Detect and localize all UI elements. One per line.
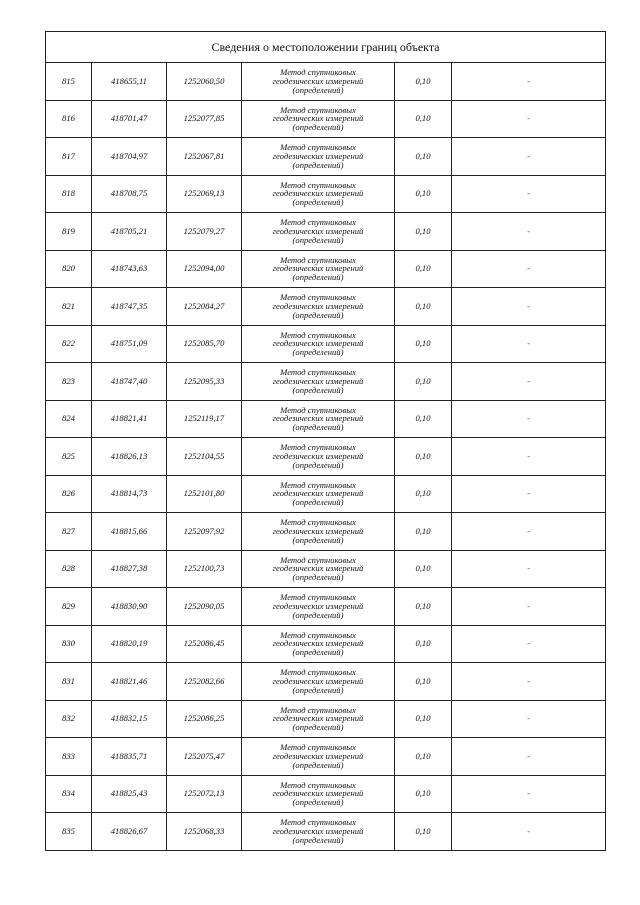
method-line-2: геодезических измерений xyxy=(272,338,364,349)
method-line-2: геодезических измерений xyxy=(272,750,364,761)
coordinate-y: 1252077,85 xyxy=(167,100,242,138)
table-row xyxy=(46,213,606,251)
note-cell: - xyxy=(452,325,606,363)
method-line-1: Метод спутниковых xyxy=(280,517,356,528)
note-cell: - xyxy=(452,475,606,513)
precision: 0,10 xyxy=(395,63,452,101)
method-line-1: Метод спутниковых xyxy=(280,179,356,190)
method-line-3: (определений) xyxy=(292,272,344,283)
method-line-1: Метод спутниковых xyxy=(280,329,356,340)
table-row xyxy=(46,700,606,738)
coordinate-y: 1252097,92 xyxy=(167,513,242,551)
method-line-3: (определений) xyxy=(292,834,344,845)
note-cell: - xyxy=(452,738,606,776)
method-line-3: (определений) xyxy=(292,797,344,808)
table-row xyxy=(46,250,606,288)
coordinate-x: 418826,67 xyxy=(92,813,167,851)
coordinate-x: 418825,43 xyxy=(92,775,167,813)
table-row xyxy=(46,175,606,213)
method-line-1: Метод спутниковых xyxy=(280,629,356,640)
coordinate-x: 418835,71 xyxy=(92,738,167,776)
point-number: 827 xyxy=(46,513,92,551)
coordinate-x: 418705,21 xyxy=(92,213,167,251)
method-line-3: (определений) xyxy=(292,159,344,170)
method-line-3: (определений) xyxy=(292,459,344,470)
method-line-2: геодезических измерений xyxy=(272,75,364,86)
method-cell xyxy=(242,700,395,738)
point-number: 822 xyxy=(46,325,92,363)
method-line-3: (определений) xyxy=(292,234,344,245)
method-line-1: Метод спутниковых xyxy=(280,67,356,78)
method-line-3: (определений) xyxy=(292,609,344,620)
method-line-2: геодезических измерений xyxy=(272,225,364,236)
method-cell xyxy=(242,175,395,213)
method-cell xyxy=(242,775,395,813)
point-number: 823 xyxy=(46,363,92,401)
precision: 0,10 xyxy=(395,100,452,138)
note-cell: - xyxy=(452,438,606,476)
precision: 0,10 xyxy=(395,550,452,588)
method-line-1: Метод спутниковых xyxy=(280,817,356,828)
method-line-2: геодезических измерений xyxy=(272,788,364,799)
method-line-2: геодезических измерений xyxy=(272,450,364,461)
point-number: 816 xyxy=(46,100,92,138)
precision: 0,10 xyxy=(395,138,452,176)
coordinate-y: 1252094,00 xyxy=(167,250,242,288)
coordinate-x: 418747,35 xyxy=(92,288,167,326)
note-cell: - xyxy=(452,213,606,251)
coordinate-x: 418747,40 xyxy=(92,363,167,401)
method-line-3: (определений) xyxy=(292,197,344,208)
point-number: 825 xyxy=(46,438,92,476)
point-number: 835 xyxy=(46,813,92,851)
note-cell: - xyxy=(452,775,606,813)
method-line-2: геодезических измерений xyxy=(272,113,364,124)
coordinate-x: 418751,09 xyxy=(92,325,167,363)
method-cell xyxy=(242,663,395,701)
method-line-1: Метод спутниковых xyxy=(280,779,356,790)
precision: 0,10 xyxy=(395,438,452,476)
method-line-2: геодезических измерений xyxy=(272,600,364,611)
method-line-1: Метод спутниковых xyxy=(280,479,356,490)
coordinate-y: 1252101,80 xyxy=(167,475,242,513)
precision: 0,10 xyxy=(395,700,452,738)
method-line-3: (определений) xyxy=(292,534,344,545)
method-cell xyxy=(242,400,395,438)
coordinate-x: 418830,90 xyxy=(92,588,167,626)
coordinate-y: 1252079,27 xyxy=(167,213,242,251)
precision: 0,10 xyxy=(395,513,452,551)
note-cell: - xyxy=(452,813,606,851)
table-row xyxy=(46,63,606,101)
precision: 0,10 xyxy=(395,625,452,663)
method-line-2: геодезических измерений xyxy=(272,413,364,424)
point-number: 834 xyxy=(46,775,92,813)
method-line-2: геодезических измерений xyxy=(272,375,364,386)
note-cell: - xyxy=(452,250,606,288)
method-line-3: (определений) xyxy=(292,309,344,320)
method-line-2: геодезических измерений xyxy=(272,150,364,161)
table-body xyxy=(46,63,606,851)
method-line-1: Метод спутниковых xyxy=(280,592,356,603)
point-number: 833 xyxy=(46,738,92,776)
method-line-1: Метод спутниковых xyxy=(280,217,356,228)
precision: 0,10 xyxy=(395,475,452,513)
point-number: 821 xyxy=(46,288,92,326)
method-line-2: геодезических измерений xyxy=(272,188,364,199)
precision: 0,10 xyxy=(395,400,452,438)
coordinate-y: 1252060,50 xyxy=(167,63,242,101)
point-number: 831 xyxy=(46,663,92,701)
point-number: 815 xyxy=(46,63,92,101)
method-cell xyxy=(242,438,395,476)
table-row xyxy=(46,363,606,401)
coordinate-x: 418814,73 xyxy=(92,475,167,513)
table-title: Сведения о местоположении границ объекта xyxy=(46,32,606,63)
coordinate-y: 1252068,33 xyxy=(167,813,242,851)
method-cell xyxy=(242,63,395,101)
method-line-3: (определений) xyxy=(292,122,344,133)
method-line-2: геодезических измерений xyxy=(272,825,364,836)
note-cell: - xyxy=(452,363,606,401)
method-line-3: (определений) xyxy=(292,497,344,508)
point-number: 818 xyxy=(46,175,92,213)
note-cell: - xyxy=(452,138,606,176)
precision: 0,10 xyxy=(395,738,452,776)
method-line-1: Метод спутниковых xyxy=(280,704,356,715)
method-line-1: Метод спутниковых xyxy=(280,742,356,753)
method-line-3: (определений) xyxy=(292,759,344,770)
coordinate-x: 418704,97 xyxy=(92,138,167,176)
coordinate-x: 418708,75 xyxy=(92,175,167,213)
note-cell: - xyxy=(452,175,606,213)
precision: 0,10 xyxy=(395,813,452,851)
coordinate-y: 1252119,17 xyxy=(167,400,242,438)
method-line-3: (определений) xyxy=(292,684,344,695)
precision: 0,10 xyxy=(395,663,452,701)
table-row xyxy=(46,738,606,776)
note-cell: - xyxy=(452,588,606,626)
coordinate-y: 1252086,45 xyxy=(167,625,242,663)
coordinate-x: 418701,47 xyxy=(92,100,167,138)
point-number: 819 xyxy=(46,213,92,251)
boundary-table xyxy=(45,31,606,851)
table-row xyxy=(46,775,606,813)
note-cell: - xyxy=(452,400,606,438)
coordinate-x: 418743,63 xyxy=(92,250,167,288)
method-cell xyxy=(242,250,395,288)
method-cell xyxy=(242,325,395,363)
point-number: 820 xyxy=(46,250,92,288)
table-row xyxy=(46,550,606,588)
method-line-2: геодезических измерений xyxy=(272,675,364,686)
note-cell: - xyxy=(452,700,606,738)
coordinate-y: 1252100,73 xyxy=(167,550,242,588)
coordinate-x: 418821,46 xyxy=(92,663,167,701)
point-number: 824 xyxy=(46,400,92,438)
method-line-1: Метод спутниковых xyxy=(280,142,356,153)
precision: 0,10 xyxy=(395,775,452,813)
table-row xyxy=(46,588,606,626)
method-line-2: геодезических измерений xyxy=(272,563,364,574)
point-number: 832 xyxy=(46,700,92,738)
method-cell xyxy=(242,738,395,776)
method-cell xyxy=(242,550,395,588)
table-row xyxy=(46,325,606,363)
point-number: 828 xyxy=(46,550,92,588)
table-row xyxy=(46,100,606,138)
note-cell: - xyxy=(452,100,606,138)
precision: 0,10 xyxy=(395,288,452,326)
method-line-2: геодезических измерений xyxy=(272,488,364,499)
precision: 0,10 xyxy=(395,325,452,363)
coordinate-y: 1252069,13 xyxy=(167,175,242,213)
method-line-3: (определений) xyxy=(292,84,344,95)
method-cell xyxy=(242,813,395,851)
precision: 0,10 xyxy=(395,363,452,401)
precision: 0,10 xyxy=(395,250,452,288)
method-cell xyxy=(242,100,395,138)
coordinate-y: 1252072,13 xyxy=(167,775,242,813)
note-cell: - xyxy=(452,63,606,101)
table-row xyxy=(46,625,606,663)
note-cell: - xyxy=(452,625,606,663)
method-line-3: (определений) xyxy=(292,647,344,658)
table-row xyxy=(46,663,606,701)
coordinate-y: 1252090,05 xyxy=(167,588,242,626)
coordinate-y: 1252067,81 xyxy=(167,138,242,176)
point-number: 817 xyxy=(46,138,92,176)
point-number: 830 xyxy=(46,625,92,663)
table-row xyxy=(46,400,606,438)
table-row xyxy=(46,438,606,476)
precision: 0,10 xyxy=(395,175,452,213)
table-row xyxy=(46,475,606,513)
table-row xyxy=(46,288,606,326)
method-line-1: Метод спутниковых xyxy=(280,104,356,115)
coordinate-y: 1252084,27 xyxy=(167,288,242,326)
method-line-1: Метод спутниковых xyxy=(280,254,356,265)
method-line-1: Метод спутниковых xyxy=(280,367,356,378)
coordinate-y: 1252086,25 xyxy=(167,700,242,738)
table-row xyxy=(46,138,606,176)
note-cell: - xyxy=(452,513,606,551)
method-cell xyxy=(242,513,395,551)
method-line-3: (определений) xyxy=(292,722,344,733)
method-cell xyxy=(242,588,395,626)
method-line-2: геодезических измерений xyxy=(272,300,364,311)
method-line-3: (определений) xyxy=(292,384,344,395)
method-line-2: геодезических измерений xyxy=(272,263,364,274)
table-row xyxy=(46,513,606,551)
coordinate-x: 418815,66 xyxy=(92,513,167,551)
method-line-1: Метод спутниковых xyxy=(280,554,356,565)
method-line-3: (определений) xyxy=(292,347,344,358)
coordinate-y: 1252104,55 xyxy=(167,438,242,476)
coordinate-x: 418826,13 xyxy=(92,438,167,476)
precision: 0,10 xyxy=(395,588,452,626)
coordinate-x: 418820,19 xyxy=(92,625,167,663)
method-cell xyxy=(242,138,395,176)
note-cell: - xyxy=(452,663,606,701)
coordinate-x: 418832,15 xyxy=(92,700,167,738)
note-cell: - xyxy=(452,288,606,326)
coordinate-y: 1252075,47 xyxy=(167,738,242,776)
method-cell xyxy=(242,475,395,513)
method-line-3: (определений) xyxy=(292,572,344,583)
coordinate-x: 418821,41 xyxy=(92,400,167,438)
method-cell xyxy=(242,625,395,663)
method-line-2: геодезических измерений xyxy=(272,713,364,724)
method-cell xyxy=(242,288,395,326)
method-line-1: Метод спутниковых xyxy=(280,667,356,678)
coordinate-y: 1252085,70 xyxy=(167,325,242,363)
method-line-2: геодезических измерений xyxy=(272,525,364,536)
method-line-1: Метод спутниковых xyxy=(280,292,356,303)
coordinate-x: 418655,11 xyxy=(92,63,167,101)
note-cell: - xyxy=(452,550,606,588)
method-cell xyxy=(242,363,395,401)
point-number: 829 xyxy=(46,588,92,626)
coordinate-y: 1252095,33 xyxy=(167,363,242,401)
precision: 0,10 xyxy=(395,213,452,251)
coordinate-y: 1252082,66 xyxy=(167,663,242,701)
method-line-1: Метод спутниковых xyxy=(280,442,356,453)
method-line-1: Метод спутниковых xyxy=(280,404,356,415)
coordinate-x: 418827,38 xyxy=(92,550,167,588)
method-line-2: геодезических измерений xyxy=(272,638,364,649)
method-line-3: (определений) xyxy=(292,422,344,433)
method-cell xyxy=(242,213,395,251)
table-row xyxy=(46,813,606,851)
point-number: 826 xyxy=(46,475,92,513)
